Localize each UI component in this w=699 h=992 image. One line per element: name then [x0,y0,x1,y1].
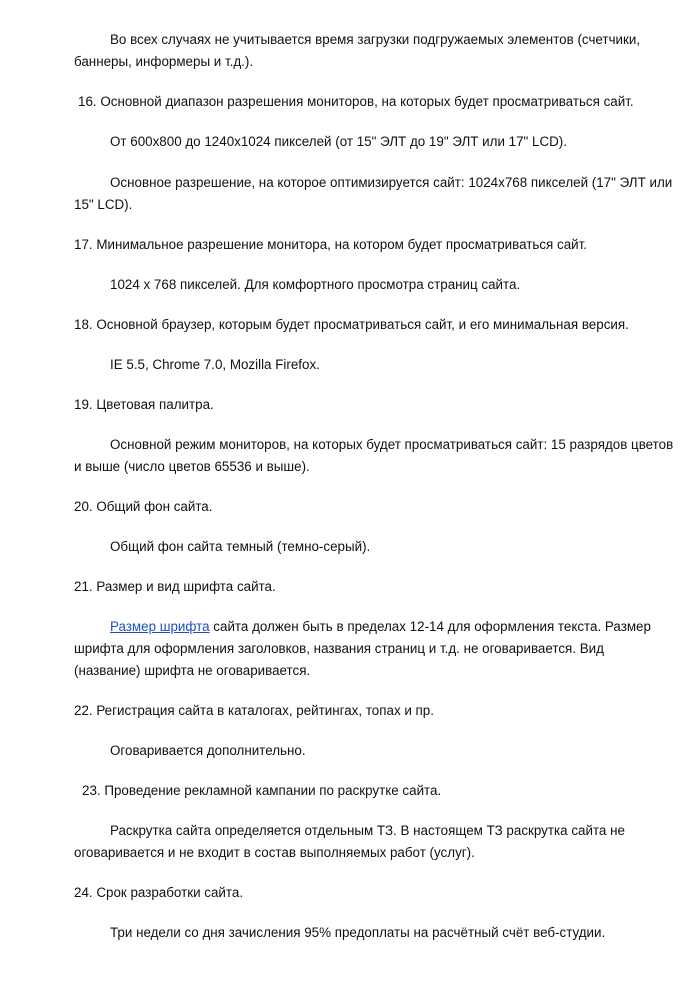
section-16-heading: 16. Основной диапазон разрешения мониторов, на которых будет просматриваться сайт. [78,94,634,109]
section-16-paragraph-1: От 600x800 до 1240x1024 пикселей (от 15" ЭЛТ до 19" ЭЛТ или 17" LCD). [110,134,567,149]
section-16-paragraph-2: Основное разрешение, на которое оптимизируется сайт: 1024x768 пикселей (17" ЭЛТ или 15" LCD). [74,175,673,212]
font-size-link[interactable]: Размер шрифта [110,619,210,634]
section-19-heading: 19. Цветовая палитра. [74,397,214,412]
section-23-heading: 23. Проведение рекламной кампании по раскрутке сайта. [82,783,442,798]
section-21-heading: 21. Размер и вид шрифта сайта. [74,579,276,594]
section-22-heading: 22. Регистрация сайта в каталогах, рейтингах, топах и пр. [74,703,434,718]
section-20-paragraph: Общий фон сайта темный (темно-серый). [110,539,371,554]
intro-paragraph: Во всех случаях не учитывается время загрузки подгружаемых элементов (счетчики, баннеры, информеры и т.д.). [74,32,641,69]
section-18-paragraph: IE 5.5, Chrome 7.0, Mozilla Firefox. [110,357,320,372]
section-17-heading: 17. Минимальное разрешение монитора, на котором будет просматриваться сайт. [74,237,588,252]
section-17-paragraph: 1024 x 768 пикселей. Для комфортного просмотра страниц сайта. [110,277,521,292]
section-22-paragraph: Оговаривается дополнительно. [110,743,306,758]
section-21-paragraph [74,616,674,682]
section-18-heading: 18. Основной браузер, которым будет просматриваться сайт, и его минимальная версия. [74,317,629,332]
section-24-paragraph: Три недели со дня зачисления 95% предоплаты на расчётный счёт веб-студии. [110,925,606,940]
section-19-paragraph: Основной режим мониторов, на которых будет просматриваться сайт: 15 разрядов цветов и выше (число цветов 65536 и выше). [74,437,674,474]
section-21-paragraph-text: сайта должен быть в пределах 12-14 для оформления текста. Размер шрифта для оформления заголовков, названия страниц и т.д. не оговаривается. Вид (название) шрифта не оговаривается. [74,619,651,678]
section-24-heading: 24. Срок разработки сайта. [74,885,244,900]
section-20-heading: 20. Общий фон сайта. [74,499,213,514]
section-23-paragraph: Раскрутка сайта определяется отдельным ТЗ. В настоящем ТЗ раскрутка сайта не оговаривается и не входит в состав выполняемых работ (услуг). [74,823,625,860]
